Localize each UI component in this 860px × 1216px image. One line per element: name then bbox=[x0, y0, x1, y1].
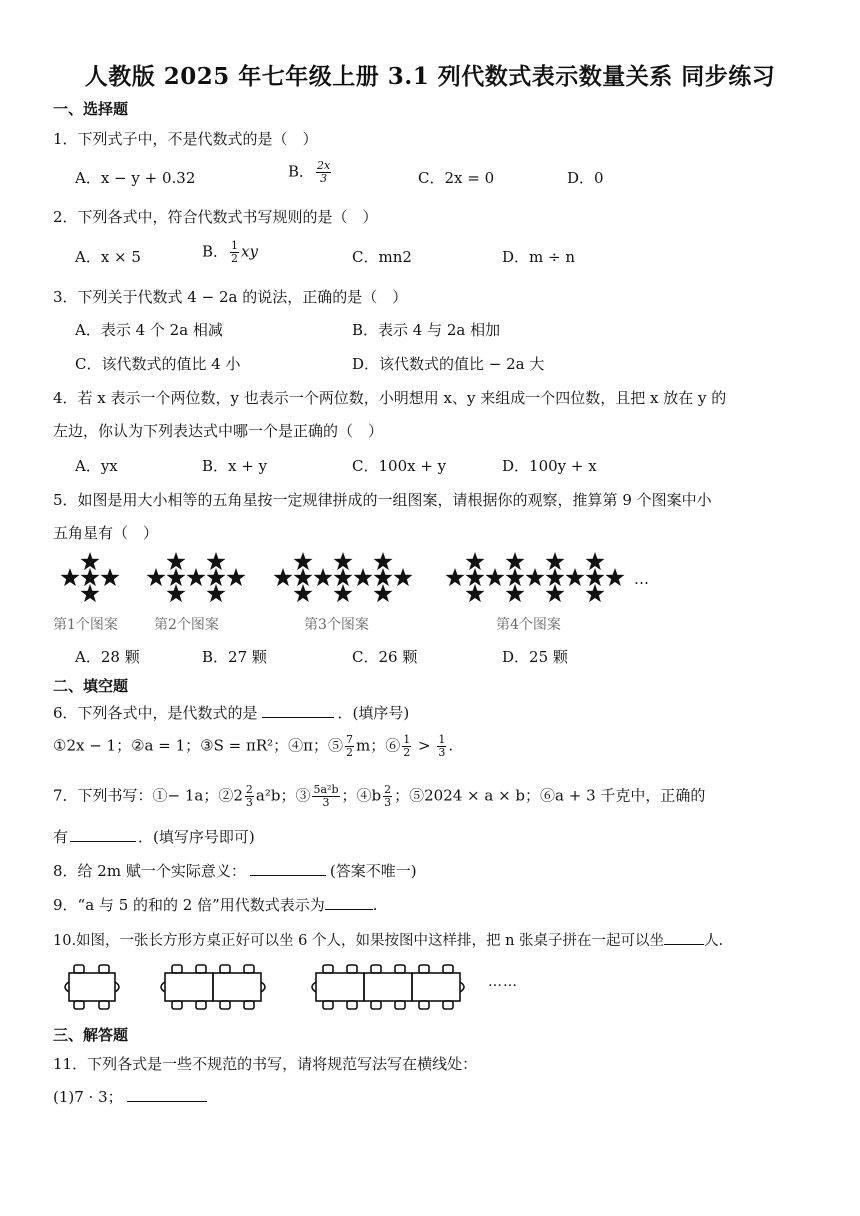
table-figure-ellipsis: …… bbox=[488, 974, 518, 990]
table-arrangement-figure bbox=[0, 958, 860, 1018]
table-figure-2 bbox=[161, 965, 265, 1009]
question-8: 8．给 2m 赋一个实际意义： (答案不唯一) bbox=[53, 862, 417, 880]
answer-blank-10 bbox=[664, 930, 704, 945]
pattern-caption-3: 第3个图案 bbox=[304, 617, 369, 633]
star-pattern-3 bbox=[274, 552, 413, 602]
table-figure-1 bbox=[65, 965, 119, 1009]
question-4-option-c: C．100x + y bbox=[352, 457, 447, 475]
question-2-option-a: A．x × 5 bbox=[75, 248, 141, 266]
question-5-option-a: A．28 颗 bbox=[75, 648, 140, 666]
pattern-caption-2: 第2个图案 bbox=[154, 617, 219, 633]
star-pattern-ellipsis: … bbox=[634, 570, 649, 588]
section-heading-fill: 二、填空题 bbox=[53, 677, 129, 695]
star-pattern-figure bbox=[0, 548, 860, 618]
question-1-option-a: A．x − y + 0.32 bbox=[75, 169, 196, 187]
answer-blank-7 bbox=[70, 827, 136, 842]
question-2-option-d: D．m ÷ n bbox=[502, 248, 576, 266]
star-pattern-1 bbox=[61, 552, 120, 602]
question-6-stem: 6．下列各式中，是代数式的是 ．(填序号) bbox=[53, 704, 410, 722]
question-3-option-c: C．该代数式的值比 4 小 bbox=[75, 355, 241, 373]
star-pattern-4 bbox=[446, 552, 625, 602]
question-2-stem: 2．下列各式中，符合代数式书写规则的是（ ） bbox=[53, 208, 378, 226]
question-5-option-d: D．25 颗 bbox=[502, 648, 568, 666]
question-5-option-b: B．27 颗 bbox=[202, 648, 267, 666]
pattern-caption-1: 第1个图案 bbox=[53, 617, 118, 633]
section-heading-choice: 一、选择题 bbox=[53, 100, 129, 118]
question-11-part-1: (1)7 · 3； bbox=[53, 1086, 207, 1107]
question-3-option-b: B．表示 4 与 2a 相加 bbox=[352, 321, 501, 339]
page-title: 人教版 2025 年七年级上册 3.1 列代数式表示数量关系 同步练习 bbox=[84, 63, 776, 90]
question-4-option-d: D．100y + x bbox=[502, 457, 597, 475]
question-3-option-a: A．表示 4 个 2a 相减 bbox=[75, 321, 223, 339]
question-4-option-a: A．yx bbox=[75, 457, 118, 475]
answer-blank-8 bbox=[250, 861, 326, 876]
question-7-line2: 有 ．(填写序号即可) bbox=[53, 828, 255, 846]
question-2-option-c: C．mn2 bbox=[352, 248, 412, 266]
answer-blank-9 bbox=[325, 895, 373, 910]
question-4-stem-line1: 4．若 x 表示一个两位数，y 也表示一个两位数，小明想用 x、y 来组成一个四位数，且把 x 放在 y 的 bbox=[53, 389, 727, 407]
question-7-line1: 7．下列书写：①− 1a；②2 $\frac{2}{3}$ a²b；③ $\frac{\text{5a²b}}{3}$ ；④b $\frac{2}{3}$ ；⑤2024 × a × b；⑥a + 3 千克中，正确的 bbox=[53, 783, 706, 809]
question-1-option-d: D．0 bbox=[567, 169, 604, 187]
question-5-stem-line2: 五角星有（ ） bbox=[53, 524, 159, 542]
option-b-label: B． bbox=[288, 162, 315, 181]
question-11-stem: 11．下列各式是一些不规范的书写，请将规范写法写在横线处： bbox=[53, 1055, 478, 1073]
answer-blank-6 bbox=[262, 703, 334, 718]
question-1-option-b: B． $\frac{2x}{3}$ bbox=[288, 159, 331, 185]
question-9: 9．“a 与 5 的和的 2 倍”用代数式表示为 . bbox=[53, 896, 378, 914]
star-pattern-2 bbox=[147, 552, 246, 602]
question-5-option-c: C．26 颗 bbox=[352, 648, 418, 666]
pattern-caption-4: 第4个图案 bbox=[496, 617, 561, 633]
question-6-items: ①2x − 1；②a = 1；③S = πR²；④π；⑤ $\frac{7}{2}$ m；⑥ $\frac{1}{2}$ > $\frac{1}{3}$ . bbox=[53, 733, 454, 759]
question-2-option-b: B． $\frac{1}{2}$ xy bbox=[202, 239, 258, 265]
section-heading-solve: 三、解答题 bbox=[53, 1026, 129, 1044]
table-figure-3 bbox=[312, 965, 464, 1009]
question-1-stem: 1．下列式子中，不是代数式的是（ ） bbox=[53, 130, 318, 148]
answer-blank-11-1 bbox=[127, 1087, 207, 1102]
question-4-stem-line2: 左边，你认为下列表达式中哪一个是正确的（ ） bbox=[53, 422, 384, 440]
question-3-option-d: D．该代数式的值比 − 2a 大 bbox=[352, 355, 545, 373]
question-5-stem-line1: 5．如图是用大小相等的五角星按一定规律拼成的一组图案，请根据你的观察，推算第 9 个图案中小 bbox=[53, 491, 712, 509]
question-10: 10.如图，一张长方形方桌正好可以坐 6 个人，如果按图中这样排，把 n 张桌子拼在一起可以坐 人. bbox=[53, 929, 723, 950]
question-4-option-b: B．x + y bbox=[202, 457, 268, 475]
question-1-option-c: C．2x = 0 bbox=[418, 169, 495, 187]
question-3-stem: 3．下列关于代数式 4 − 2a 的说法，正确的是（ ） bbox=[53, 288, 408, 306]
